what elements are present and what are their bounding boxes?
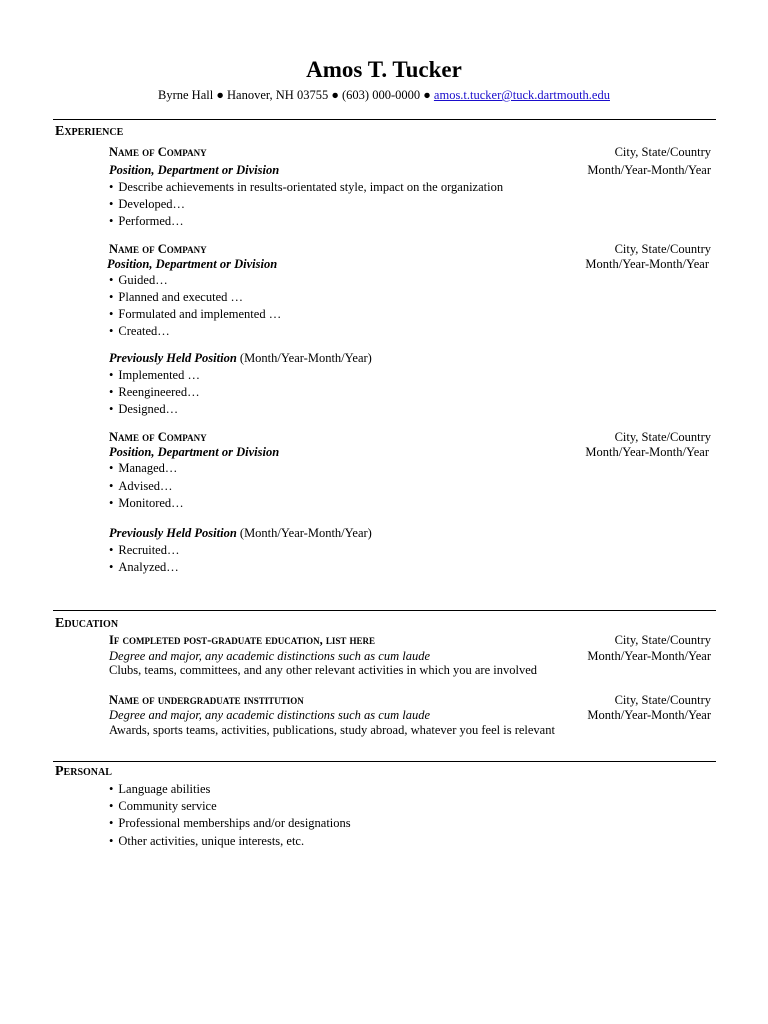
job3-position: Position, Department or Division: [109, 445, 280, 459]
list-item: • Formulated and implemented …: [109, 306, 281, 322]
school2-location: City, State/Country: [614, 693, 711, 707]
job2-previous-position: [109, 350, 372, 366]
previous-position-dates: (Month/Year-Month/Year): [236, 526, 372, 540]
list-item: • Other activities, unique interests, etc.: [109, 833, 304, 849]
job3-location: City, State/Country: [614, 430, 711, 444]
email-link[interactable]: amos.t.tucker@tuck.dartmouth.edu: [433, 88, 610, 102]
section-divider: [53, 119, 716, 120]
school1-dates: Month/Year-Month/Year: [587, 649, 711, 663]
job2-position: Position, Department or Division: [107, 257, 278, 271]
job2-location: City, State/Country: [614, 242, 711, 256]
list-item: • Community service: [109, 798, 217, 814]
list-item: • Implemented …: [109, 367, 200, 383]
list-item: • Analyzed…: [109, 559, 179, 575]
school2-detail: Awards, sports teams, activities, publications, study abroad, whatever you feel is relevant: [109, 723, 555, 737]
list-item: • Planned and executed …: [109, 289, 243, 305]
school1-name: If completed post-graduate education, list here: [109, 633, 375, 647]
section-title-personal: Personal: [55, 764, 112, 779]
section-title-experience: Experience: [55, 124, 124, 139]
list-item: • Monitored…: [109, 495, 184, 511]
job1-position: Position, Department or Division: [109, 163, 280, 177]
job1-location: City, State/Country: [614, 145, 711, 159]
school1-location: City, State/Country: [614, 633, 711, 647]
list-item: • Created…: [109, 323, 170, 339]
previous-position-dates: (Month/Year-Month/Year): [236, 351, 372, 365]
list-item: • Managed…: [109, 460, 177, 476]
previous-position-title: Previously Held Position: [109, 526, 237, 540]
list-item: • Describe achievements in results-orientated style, impact on the organization: [109, 179, 503, 195]
job3-dates: Month/Year-Month/Year: [585, 445, 709, 459]
list-item: • Designed…: [109, 401, 178, 417]
list-item: • Advised…: [109, 478, 173, 494]
job3-previous-position: [109, 525, 372, 541]
contact-line: [0, 87, 768, 103]
school2-degree: Degree and major, any academic distinctions such as cum laude: [109, 708, 431, 722]
resume-name: Amos T. Tucker: [306, 57, 462, 82]
list-item: • Recruited…: [109, 542, 179, 558]
list-item: • Performed…: [109, 213, 184, 229]
school2-dates: Month/Year-Month/Year: [587, 708, 711, 722]
job1-company: Name of Company: [109, 145, 207, 159]
list-item: • Professional memberships and/or designations: [109, 815, 351, 831]
list-item: • Reengineered…: [109, 384, 200, 400]
job1-dates: Month/Year-Month/Year: [587, 163, 711, 177]
school2-name: Name of undergraduate institution: [109, 693, 304, 707]
section-title-education: Education: [55, 616, 119, 631]
school1-detail: Clubs, teams, committees, and any other relevant activities in which you are involved: [109, 663, 538, 677]
list-item: • Guided…: [109, 272, 168, 288]
list-item: • Language abilities: [109, 781, 210, 797]
previous-position-title: Previously Held Position: [109, 351, 237, 365]
section-divider: [53, 610, 716, 611]
contact-details: Byrne Hall ● Hanover, NH 03755 ● (603) 000-0000 ●: [158, 88, 434, 102]
school1-degree: Degree and major, any academic distinctions such as cum laude: [109, 649, 431, 663]
section-divider: [53, 761, 716, 762]
job3-company: Name of Company: [109, 430, 207, 444]
job2-dates: Month/Year-Month/Year: [585, 257, 709, 271]
job2-company: Name of Company: [109, 242, 207, 256]
list-item: • Developed…: [109, 196, 185, 212]
